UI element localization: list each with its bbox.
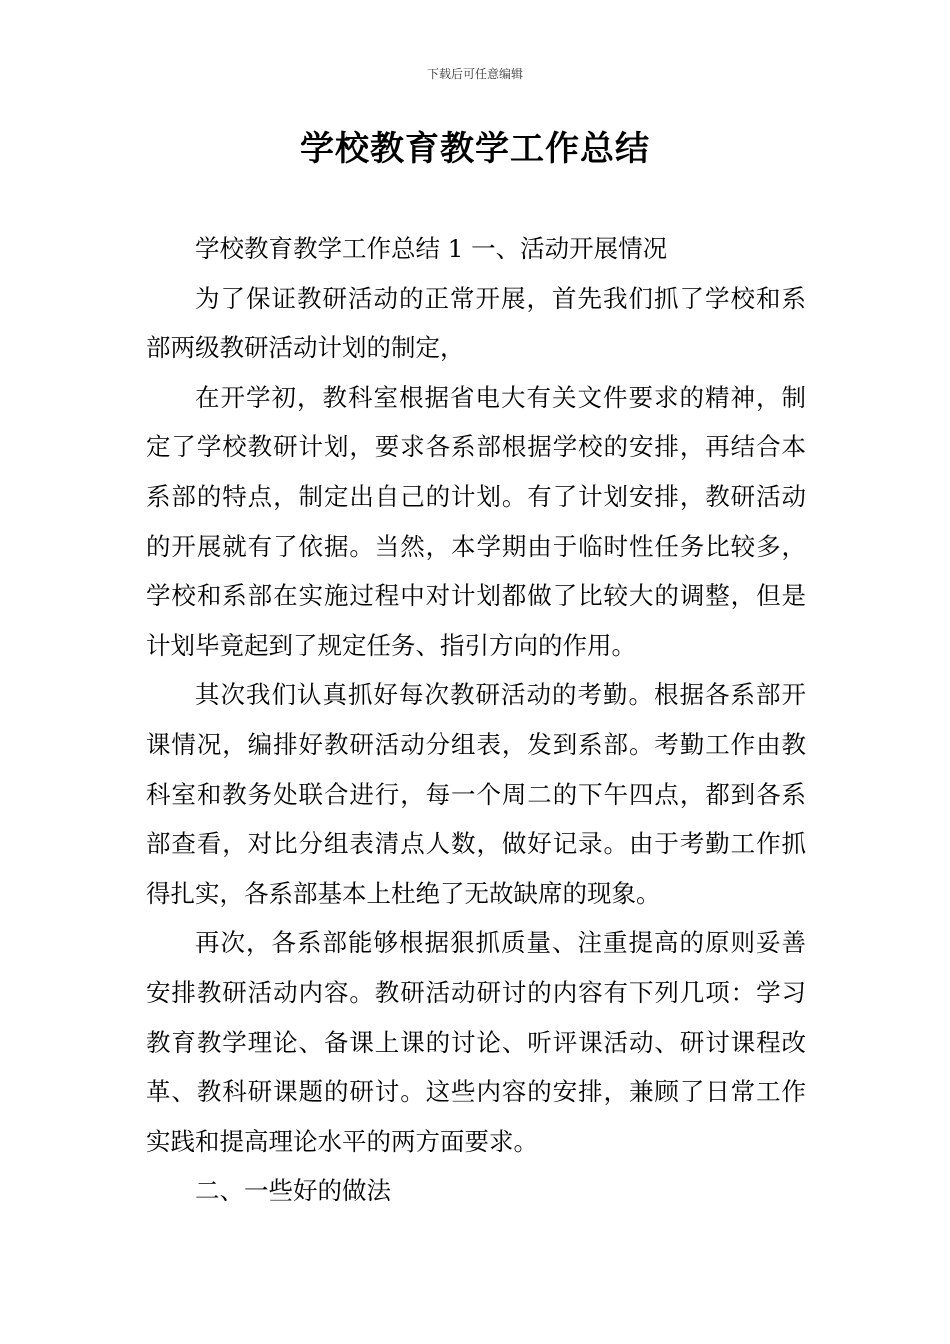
document-body xyxy=(146,224,806,1216)
paragraph-research-guarantee: 为了保证教研活动的正常开展，首先我们抓了学校和系部两级教研活动计划的制定， xyxy=(146,283,806,363)
section-heading-good-practices: 二、一些好的做法 xyxy=(195,1176,391,1206)
paragraph-content: 再次，各系部能够根据狠抓质量、注重提高的原则妥善安排教研活动内容。教研活动研讨的内容有下列几项：学习教育教学理论、备课上课的讨论、听评课活动、研讨课程改革、教科研课题的研讨。这些内容的安排，兼顾了日常工作实践和提高理论水平的两方面要求。 xyxy=(146,928,806,1156)
paragraph-attendance: 其次我们认真抓好每次教研活动的考勤。根据各系部开课情况，编排好教研活动分组表，发到系部。考勤工作由教科室和教务处联合进行，每一个周二的下午四点，都到各系部查看，对比分组表清点人数，做好记录。由于考勤工作抓得扎实，各系部基本上杜绝了无故缺席的现象。 xyxy=(146,680,806,908)
page-header-note: 下载后可任意编辑 xyxy=(426,67,523,81)
paragraph-intro: 学校教育教学工作总结 1 一、活动开展情况 xyxy=(195,234,668,263)
document-title: 学校教育教学工作总结 xyxy=(300,129,650,169)
paragraph-plan: 在开学初，教科室根据省电大有关文件要求的精神，制定了学校教研计划，要求各系部根据学校的安排，再结合本系部的特点，制定出自己的计划。有了计划安排，教研活动的开展就有了依据。当然，本学期由于临时性任务比较多，学校和系部在实施过程中对计划都做了比较大的调整，但是计划毕竟起到了规定任务、指引方向的作用。 xyxy=(146,382,806,660)
